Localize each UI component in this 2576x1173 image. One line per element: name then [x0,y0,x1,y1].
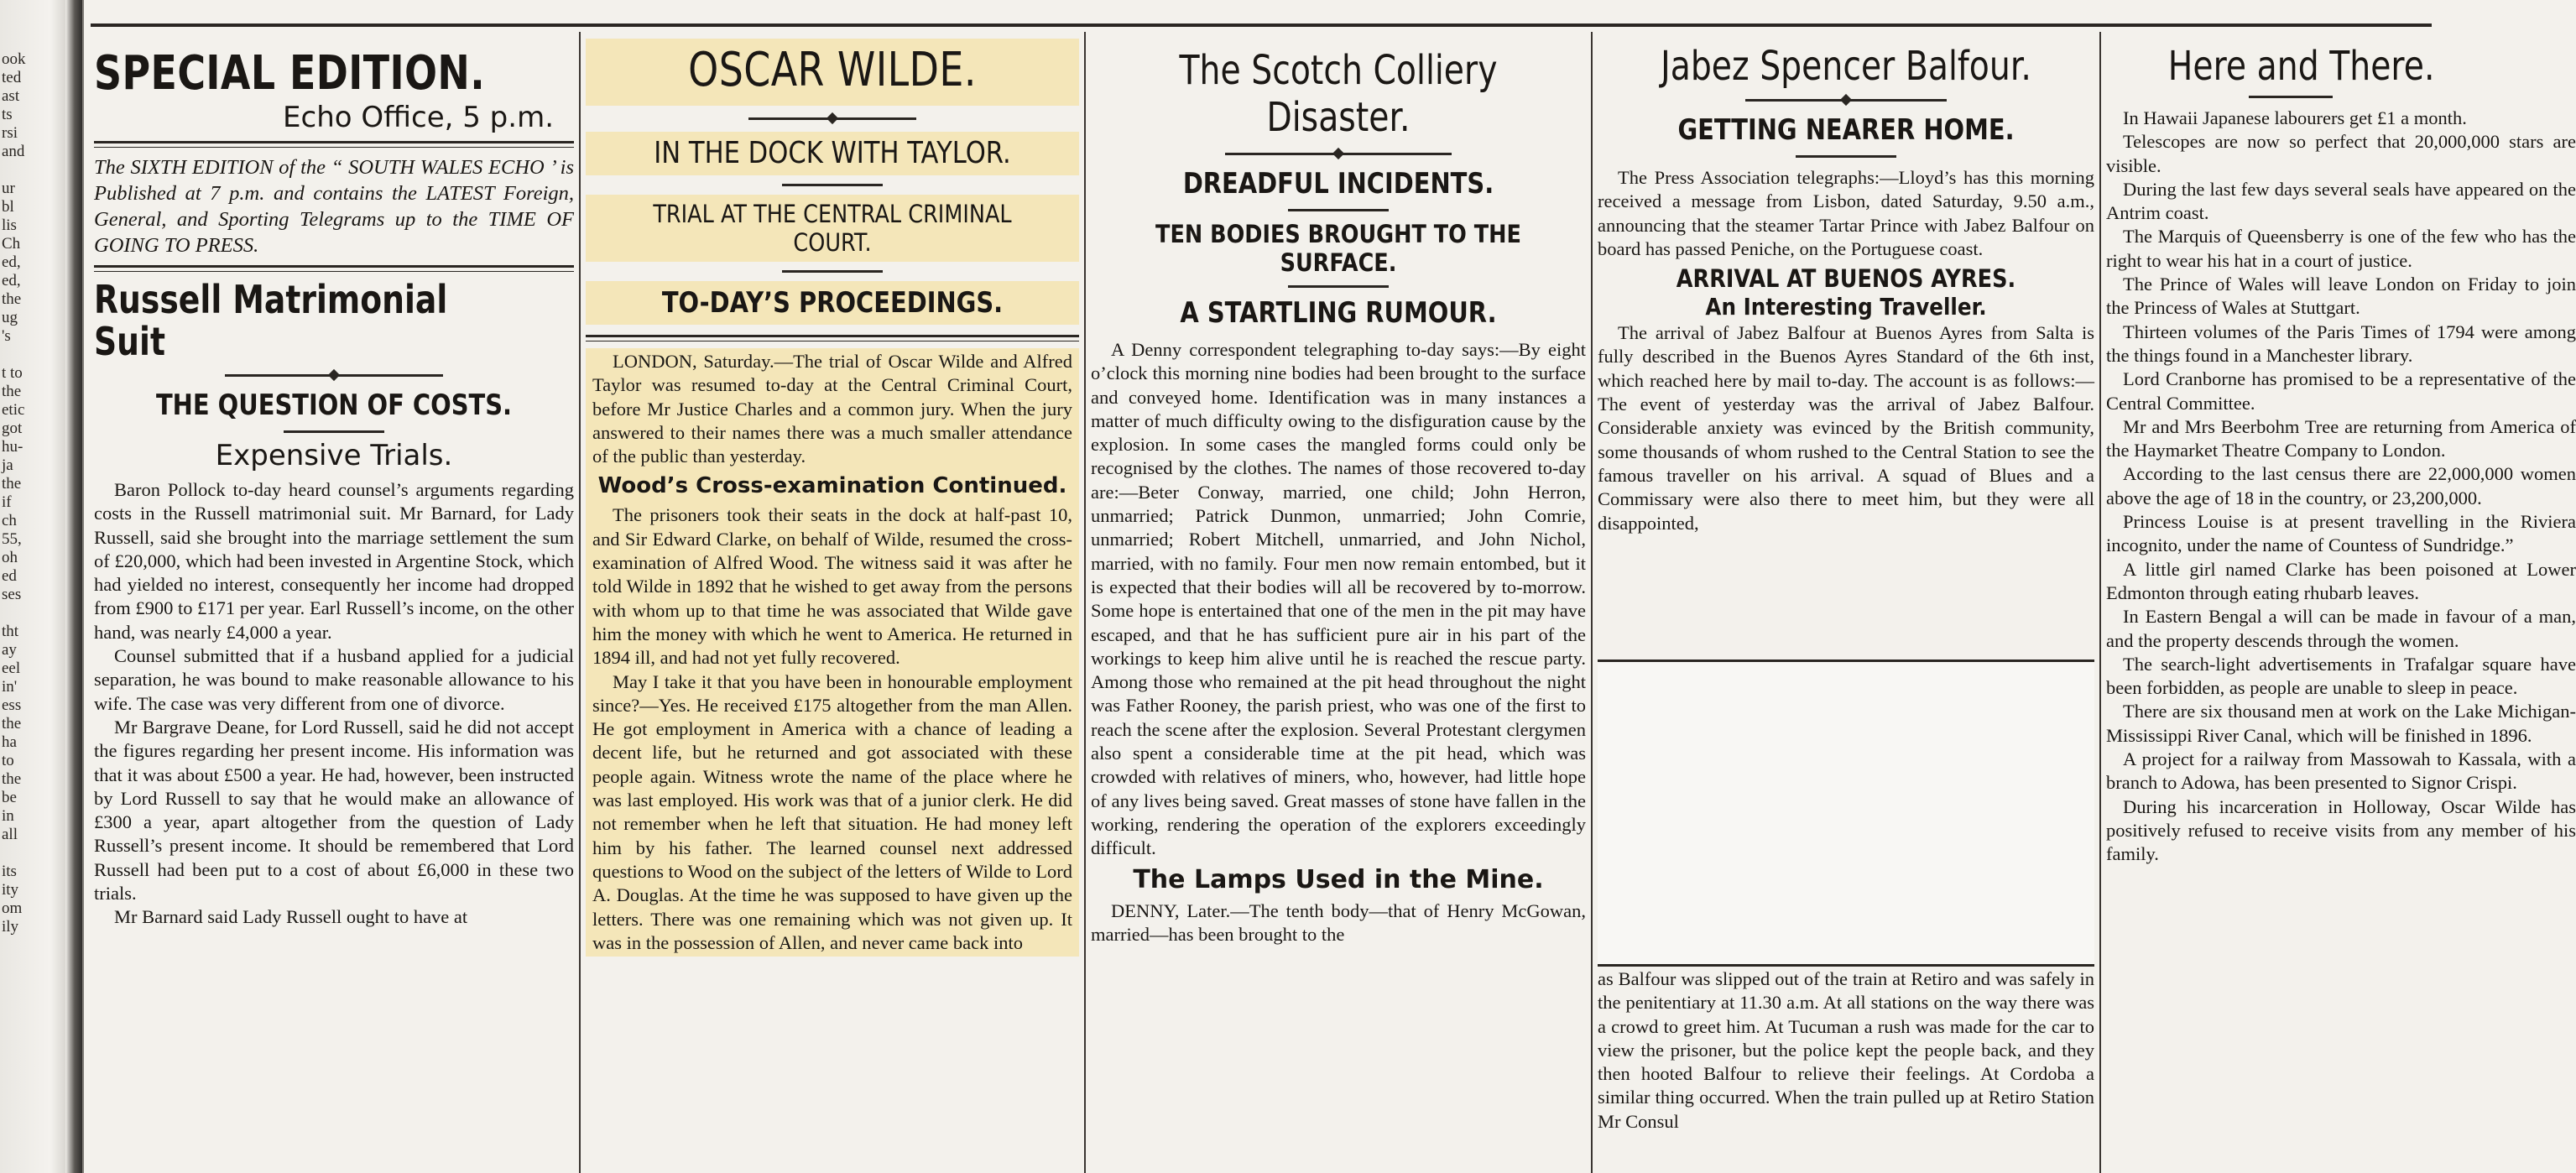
fragment-line: the [2,770,22,788]
here-and-there-item: Telescopes are now so perfect that 20,000,000 stars are visible. [2106,131,2576,176]
proceedings-subhead-block [586,281,1079,325]
fragment-line: to [2,752,14,769]
here-and-there-item: Thirteen volumes of the Paris Times of 1794 were among the things found in a Manchester library. [2106,321,2576,366]
russell-paragraph: Counsel submitted that if a husband applied for a judicial separation, he was bound to make reasonable allowance to his wife. The case was very different from one of divorce. [94,645,574,714]
here-and-there-item: A project for a railway from Massowah to Kassala, with a branch to Adowa, has been presented to Signor Crispi. [2106,748,2576,794]
fragment-line: ts [2,106,13,123]
expensive-trials-subhead: Expensive Trials. [215,439,453,472]
startling-rumour-subhead: A STARTLING RUMOUR. [1180,296,1497,330]
here-and-there-item: There are six thousand men at work on the Lake Michigan-Mississippi River Canal, which will be finished in 1896. [2106,701,2576,746]
fragment-line: ch [2,512,17,529]
fragment-line [2,346,35,364]
short-rule [2249,96,2333,98]
fragment-line: oh [2,549,18,566]
column-colliery [1091,32,1586,1173]
fragment-line: ily [2,918,19,936]
here-and-there-item: Lord Cranborne has promised to be a representative of the Central Committee. [2106,368,2576,414]
fragment-line: in [2,807,14,825]
fragment-line: in' [2,678,18,696]
column-here-and-there [2106,32,2576,1173]
fragment-line: 55, [2,530,22,548]
russell-paragraph: Mr Bargrave Deane, for Lord Russell, said he did not accept the figures regarding her present income. His information was that it was about £500 a year. He had, however, been instructed by Lord Russell to say that he would make an allowance of £300 a year, apart altogether from the question of Lady Russell’s present income. It should be remembered that Lord Russell had been put to a cost of about £6,000 in these two trials. [94,716,574,905]
lamps-subhead: The Lamps Used in the Mine. [1133,864,1544,894]
balfour-lisbon-paragraph: The Press Association telegraphs:—Lloyd’s has this morning received a message from Lisbon, dated Saturday, 9.50 a.m., announcing that the steamer Tartar Prince with Jabez Balfour on board has passed Peniche, on the Portuguese coast. [1598,167,2094,259]
short-rule [1796,155,1896,158]
ornament-rule [225,374,443,377]
fragment-line: be [2,789,17,806]
russell-paragraph: Mr Barnard said Lady Russell ought to have at [114,906,468,928]
oscar-wilde-headline-block [586,39,1079,106]
ornament-rule [1225,153,1452,155]
proceedings-subhead: TO-DAY’S PROCEEDINGS. [661,286,1004,320]
fragment-line: 's [2,327,11,345]
fragment-line: lis [2,216,17,234]
short-rule [284,430,384,433]
colliery-later-paragraph: DENNY, Later.—The tenth body—that of Henry McGowan, married—has been brought to the [1091,899,1586,945]
echo-office-time: Echo Office, 5 p.m. [283,101,554,134]
short-rule [782,184,883,186]
fragment-line: ed [2,567,17,585]
short-rule [1288,209,1389,211]
fragment-line: tht [2,623,19,640]
here-and-there-item: In Hawaii Japanese labourers get £1 a month. [2123,107,2467,128]
ornament-rule [1745,99,1947,102]
russell-paragraph: Baron Pollock to-day heard counsel’s arguments regarding costs in the Russell matrimonial suit. Mr Barnard, for Lady Russell, said she brought into the marriage settlement the sum of £20,000, which had been invested in Argentine Stock, which had yielded no interest, consequently her income had dropped from £900 to £171 per year. Earl Russell’s income, on the other hand, was nearly £4,000 a year. [94,479,574,643]
interesting-traveller-subhead: An Interesting Traveller. [1705,293,1987,321]
here-and-there-item: The Marquis of Queensberry is one of the few who has the right to wear his hat in a court of justice. [2106,226,2576,271]
double-rule [586,335,1079,341]
nearer-home-subhead: GETTING NEARER HOME. [1677,113,2015,147]
here-and-there-headline: Here and There. [2167,43,2435,90]
oscar-wilde-headline: OSCAR WILDE. [688,43,977,97]
fragment-line: the [2,475,22,493]
previous-page-fragment-text [2,50,35,936]
column-balfour [1598,32,2094,1173]
fragment-line: ed, [2,253,21,271]
fragment-line: ook [2,50,26,68]
fragment-line: bl [2,198,14,216]
balfour-penitentiary-paragraph: as Balfour was slipped out of the train at Retiro and was safely in the penitentiary at 11.30 a.m. At all stations on the way there was a crowd to greet him. At Tucuman a rush was made for the car to view the prisoner, but the police kept the people back, and they then hooted Balfour to relieve their feelings. At Cordoba a similar thing occurred. When the train pulled up at Retiro Station Mr Consul [1598,968,2094,1132]
fragment-line: eel [2,659,21,677]
ten-bodies-subhead: TEN BODIES BROUGHT TO THE SURFACE. [1155,220,1521,277]
fragment-line: got [2,420,23,437]
short-rule [1288,285,1389,288]
fragment-line: and [2,143,25,160]
top-rule [91,23,2432,27]
fragment-line: the [2,383,22,400]
fragment-line: ast [2,87,20,105]
fragment-line: all [2,826,18,843]
edition-notice: The SIXTH EDITION of the “ SOUTH WALES ECHO ’ is Published at 7 p.m. and contains the LATEST Foreign, General, and Sporting Telegrams up to the TIME OF GOING TO PRESS. [94,156,574,257]
column-rule [2099,32,2101,1173]
fragment-line: t to [2,364,23,382]
here-and-there-item: The search-light advertisements in Trafalgar square have been forbidden, as people are unable to sleep in peace. [2106,653,2576,699]
fragment-line: ed, [2,272,21,289]
double-rule [94,141,574,148]
column-rule [1084,32,1086,1173]
binding-spine [65,0,82,1173]
dreadful-incidents-subhead: DREADFUL INCIDENTS. [1182,167,1494,201]
column-rule [1591,32,1593,1173]
double-rule [94,265,574,272]
balfour-headline: Jabez Spencer Balfour. [1661,43,2031,90]
costs-subhead: THE QUESTION OF COSTS. [155,388,513,422]
fragment-line: ha [2,733,17,751]
here-and-there-item: Princess Louise is at present travelling in the Riviera incognito, under the name of Countess of Sundridge.” [2106,511,2576,556]
fragment-line: ug [2,309,18,326]
fragment-line: ur [2,180,15,197]
colliery-paragraph: A Denny correspondent telegraphing to-day says:—By eight o’clock this morning nine bodies had been brought to the surface and conveyed home. Identification was in many instances a matter of much difficulty owing to the disfiguration cause by the explosion. In some cases the mangled forms could only be recognised by the clothes. The names of those recovered to-day are:—Beter Conway, married, one child; John Herron, unmarried; Patrick Dunmon, unmarried; John Comrie, unmarried; Robert Mitchell, unmarried, and John Nichol, married, with no family. Four men now remain entombed, but it is expected that their bodies will all be recovered by to-morrow. Some hope is entertained that one of the men in the pit may have escaped, and that he has sufficient pure air in his part of the workings to keep him alive until he is reached the rescue party. Among those who remained at the pit head throughout the night was Father Rooney, the parish priest, who was one of the first to reach the scene after the explosion. Several Protestant clergymen also spent a considerable time at the pit head, which was crowded with relatives of miners, who, however, had little hope of any lives being saved. Great masses of stone have fallen in the working, rendering the operation of the explorers exceedingly difficult. [1091,339,1586,859]
here-and-there-item: A little girl named Clarke has been poisoned at Lower Edmonton through eating rhubarb leaves. [2106,558,2576,603]
fragment-line: ity [2,881,19,899]
russell-headline: Russell Matrimonial Suit [94,277,448,364]
fragment-line: the [2,290,22,308]
fragment-line: rsi [2,124,18,142]
here-and-there-item: The Prince of Wales will leave London on Friday to join the Princess of Wales at Stuttgart. [2106,274,2576,319]
dock-subhead: IN THE DOCK WITH TAYLOR. [654,136,1011,170]
column-oscar-wilde [586,32,1079,1173]
trial-paragraph: May I take it that you have been in honourable employment since?—Yes. He received £175 altogether from the man Allen. He got employment in America with a chance of leading a decent life, but he returned and got associated with these people again. Witness wrote the name of the place where he was last employed. His work was that of a junior clerk. He did not remember when he left that situation. He had money left him by his father. The learned counsel next addressed questions to Wood on the subject of the letters of Wilde to Lord A. Douglas. At the time he was supposed to have given up the letters. There was one remaining which was not given up. It was in the possession of Allen, and never came back into [592,670,1072,953]
blank-advertisement-area [1598,659,2094,967]
here-and-there-item: Mr and Mrs Beerbohm Tree are returning from America of the Haymarket Theatre Company to London. [2106,415,2576,461]
here-and-there-item: During his incarceration in Holloway, Oscar Wilde has positively refused to receive visits from any member of his family. [2106,795,2576,865]
ornament-rule [748,117,916,120]
here-and-there-item: During the last few days several seals have appeared on the Antrim coast. [2106,178,2576,224]
balfour-arrival-paragraph: The arrival of Jabez Balfour at Buenos Ayres from Salta is fully described in the Buenos Ayres Standard of the 6th inst, which reached here by mail to-day. The account is as follows:—The event of yesterday was the arrival of Jabez Balfour. Considerable anxiety was evinced by the British community, some thousands of whom rushed to the Central Station to see the famous traveller on his arrival. A squad of Blues and a Commissary were also there to meet him, but they were all disappointed, [1598,322,2094,534]
fragment-line: Ch [2,235,21,253]
fragment-line: om [2,899,23,917]
cross-examination-subhead: Wood’s Cross-examination Continued. [597,473,1067,499]
fragment-line: its [2,863,17,880]
dock-subhead-block [586,132,1079,175]
fragment-line: the [2,715,22,732]
fragment-line: ted [2,69,22,86]
fragment-line: if [2,493,12,511]
fragment-line [2,161,35,180]
column-rule [579,32,581,1173]
short-rule [782,270,883,273]
trial-intro-paragraph: LONDON, Saturday.—The trial of Oscar Wilde and Alfred Taylor was resumed to-day at the Central Criminal Court, before Mr Justice Charles and a common jury. When the jury answered to their names there was a much smaller attendance of the public than yesterday. [592,351,1072,467]
buenos-ayres-subhead: ARRIVAL AT BUENOS AYRES. [1676,264,2016,294]
column-special-edition [94,32,574,1173]
fragment-line: ses [2,586,22,603]
fragment-line: ay [2,641,17,659]
fragment-line: hu- [2,438,23,456]
fragment-line: ess [2,696,22,714]
here-and-there-item: In Eastern Bengal a will can be made in favour of a man, and the property descends through the women. [2106,606,2576,651]
paragraph-list [2106,107,2576,867]
fragment-line [2,604,35,623]
trial-subhead-block [586,195,1079,262]
trial-paragraph: The prisoners took their seats in the dock at half-past 10, and Sir Edward Clarke, on behalf of Wilde, resumed the cross-examination of Alfred Wood. The witness said it was after he told Wilde in 1892 that he wished to get away from the persons with whom up to that time he was associated that Wilde gave him the money with which he went to America. He returned in 1894 ill, and had not yet fully recovered. [592,504,1072,669]
special-edition-headline: SPECIAL EDITION. [94,46,486,101]
fragment-line: etic [2,401,25,419]
fragment-line: ja [2,456,13,474]
trial-subhead: TRIAL AT THE CENTRAL CRIMINAL COURT. [653,200,1012,257]
oscar-wilde-article [586,348,1079,957]
here-and-there-item: According to the last census there are 22,000,000 women above the age of 18 in the country, or 23,200,000. [2106,463,2576,508]
fragment-line [2,844,35,863]
colliery-headline: The Scotch Colliery Disaster. [1179,47,1498,141]
